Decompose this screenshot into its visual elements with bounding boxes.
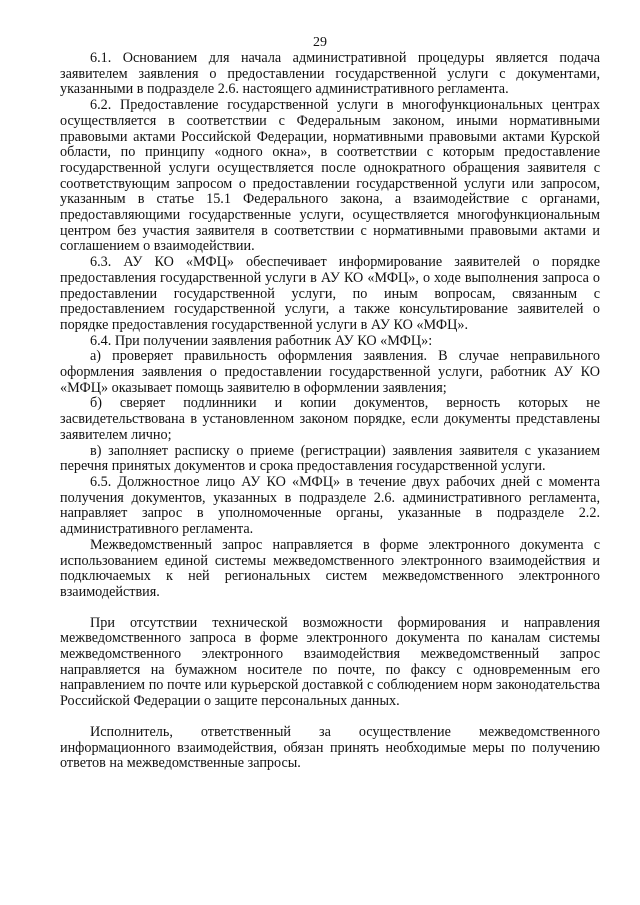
document-body <box>60 51 600 772</box>
paragraph-6-5: 6.5. Должностное лицо АУ КО «МФЦ» в течение двух рабочих дней с момента получения документов, указанных в подразделе 2.6. административного регламента, направляет запрос в уполномоченные органы, указанные в подразделе 2.2. административного регламента. <box>60 473 600 538</box>
paragraph-electronic-request: Межведомственный запрос направляется в форме электронного документа с использованием единой системы межведомственного электронного взаимодействия и подключаемых к ней региональных систем межведомственного электронного взаимодействия. <box>60 536 600 600</box>
list-item-b: б) сверяет подлинники и копии документов, верность которых не засвидетельствована в установленном законом порядке, если документы представлены заявителем лично; <box>60 395 600 443</box>
paragraph-executor: Исполнитель, ответственный за осуществление межведомственного информационного взаимодействия, обязан принять необходимые меры по получению ответов на межведомственные запросы. <box>60 723 600 772</box>
page-number: 29 <box>313 35 327 50</box>
paragraph-6-1: 6.1. Основанием для начала административной процедуры является подача заявителем заявления о предоставлении государственной услуги с документами, указанными в подразделе 2.6. настоящего административного регламента. <box>60 50 600 98</box>
paragraph-6-3: 6.3. АУ КО «МФЦ» обеспечивает информирование заявителей о порядке предоставления государственной услуги в АУ КО «МФЦ», о ходе выполнения запроса о предоставлении государственной услуги, по иным вопросам, связанным с предоставлением государственной услуги, а также консультирование заявителей о порядке предоставления государственной услуги в АУ КО «МФЦ». <box>60 254 600 333</box>
paragraph-paper-request: При отсутствии технической возможности формирования и направления межведомственного запроса в форме электронного документа по каналам системы межведомственного электронного взаимодействия межведомственный запрос направляется на бумажном носителе по почте, по факсу с одновременным его направлением по почте или курьерской доставкой с соблюдением норм законодательства Российской Федерации о защите персональных данных. <box>60 614 600 710</box>
list-item-v: в) заполняет расписку о приеме (регистрации) заявления заявителя с указанием перечня принятых документов и срока предоставления государственной услуги. <box>60 442 600 475</box>
list-item-a: а) проверяет правильность оформления заявления. В случае неправильного оформления заявления о предоставлении государственной услуги, работник АУ КО «МФЦ» оказывает помощь заявителю в оформлении заявления; <box>60 348 600 396</box>
paragraph-6-4: 6.4. При получении заявления работник АУ КО «МФЦ»: <box>90 332 433 349</box>
paragraph-6-2: 6.2. Предоставление государственной услуги в многофункциональных центрах осуществляется в соответствии с Федеральным законом, иными нормативными правовыми актами Российской Федерации, нормативными правовыми актами Курской области, по принципу «одного окна», в соответствии с которым предоставление государственной услуги осуществляется после однократного обращения заявителя с соответствующим запросом о предоставлении государственной услуги или запросом, указанным в статье 15.1 Федерального закона, а взаимодействие с органами, предоставляющими государственные услуги, осуществляется многофункциональным центром без участия заявителя в соответствии с нормативными правовыми актами и соглашением о взаимодействии. <box>60 97 600 255</box>
